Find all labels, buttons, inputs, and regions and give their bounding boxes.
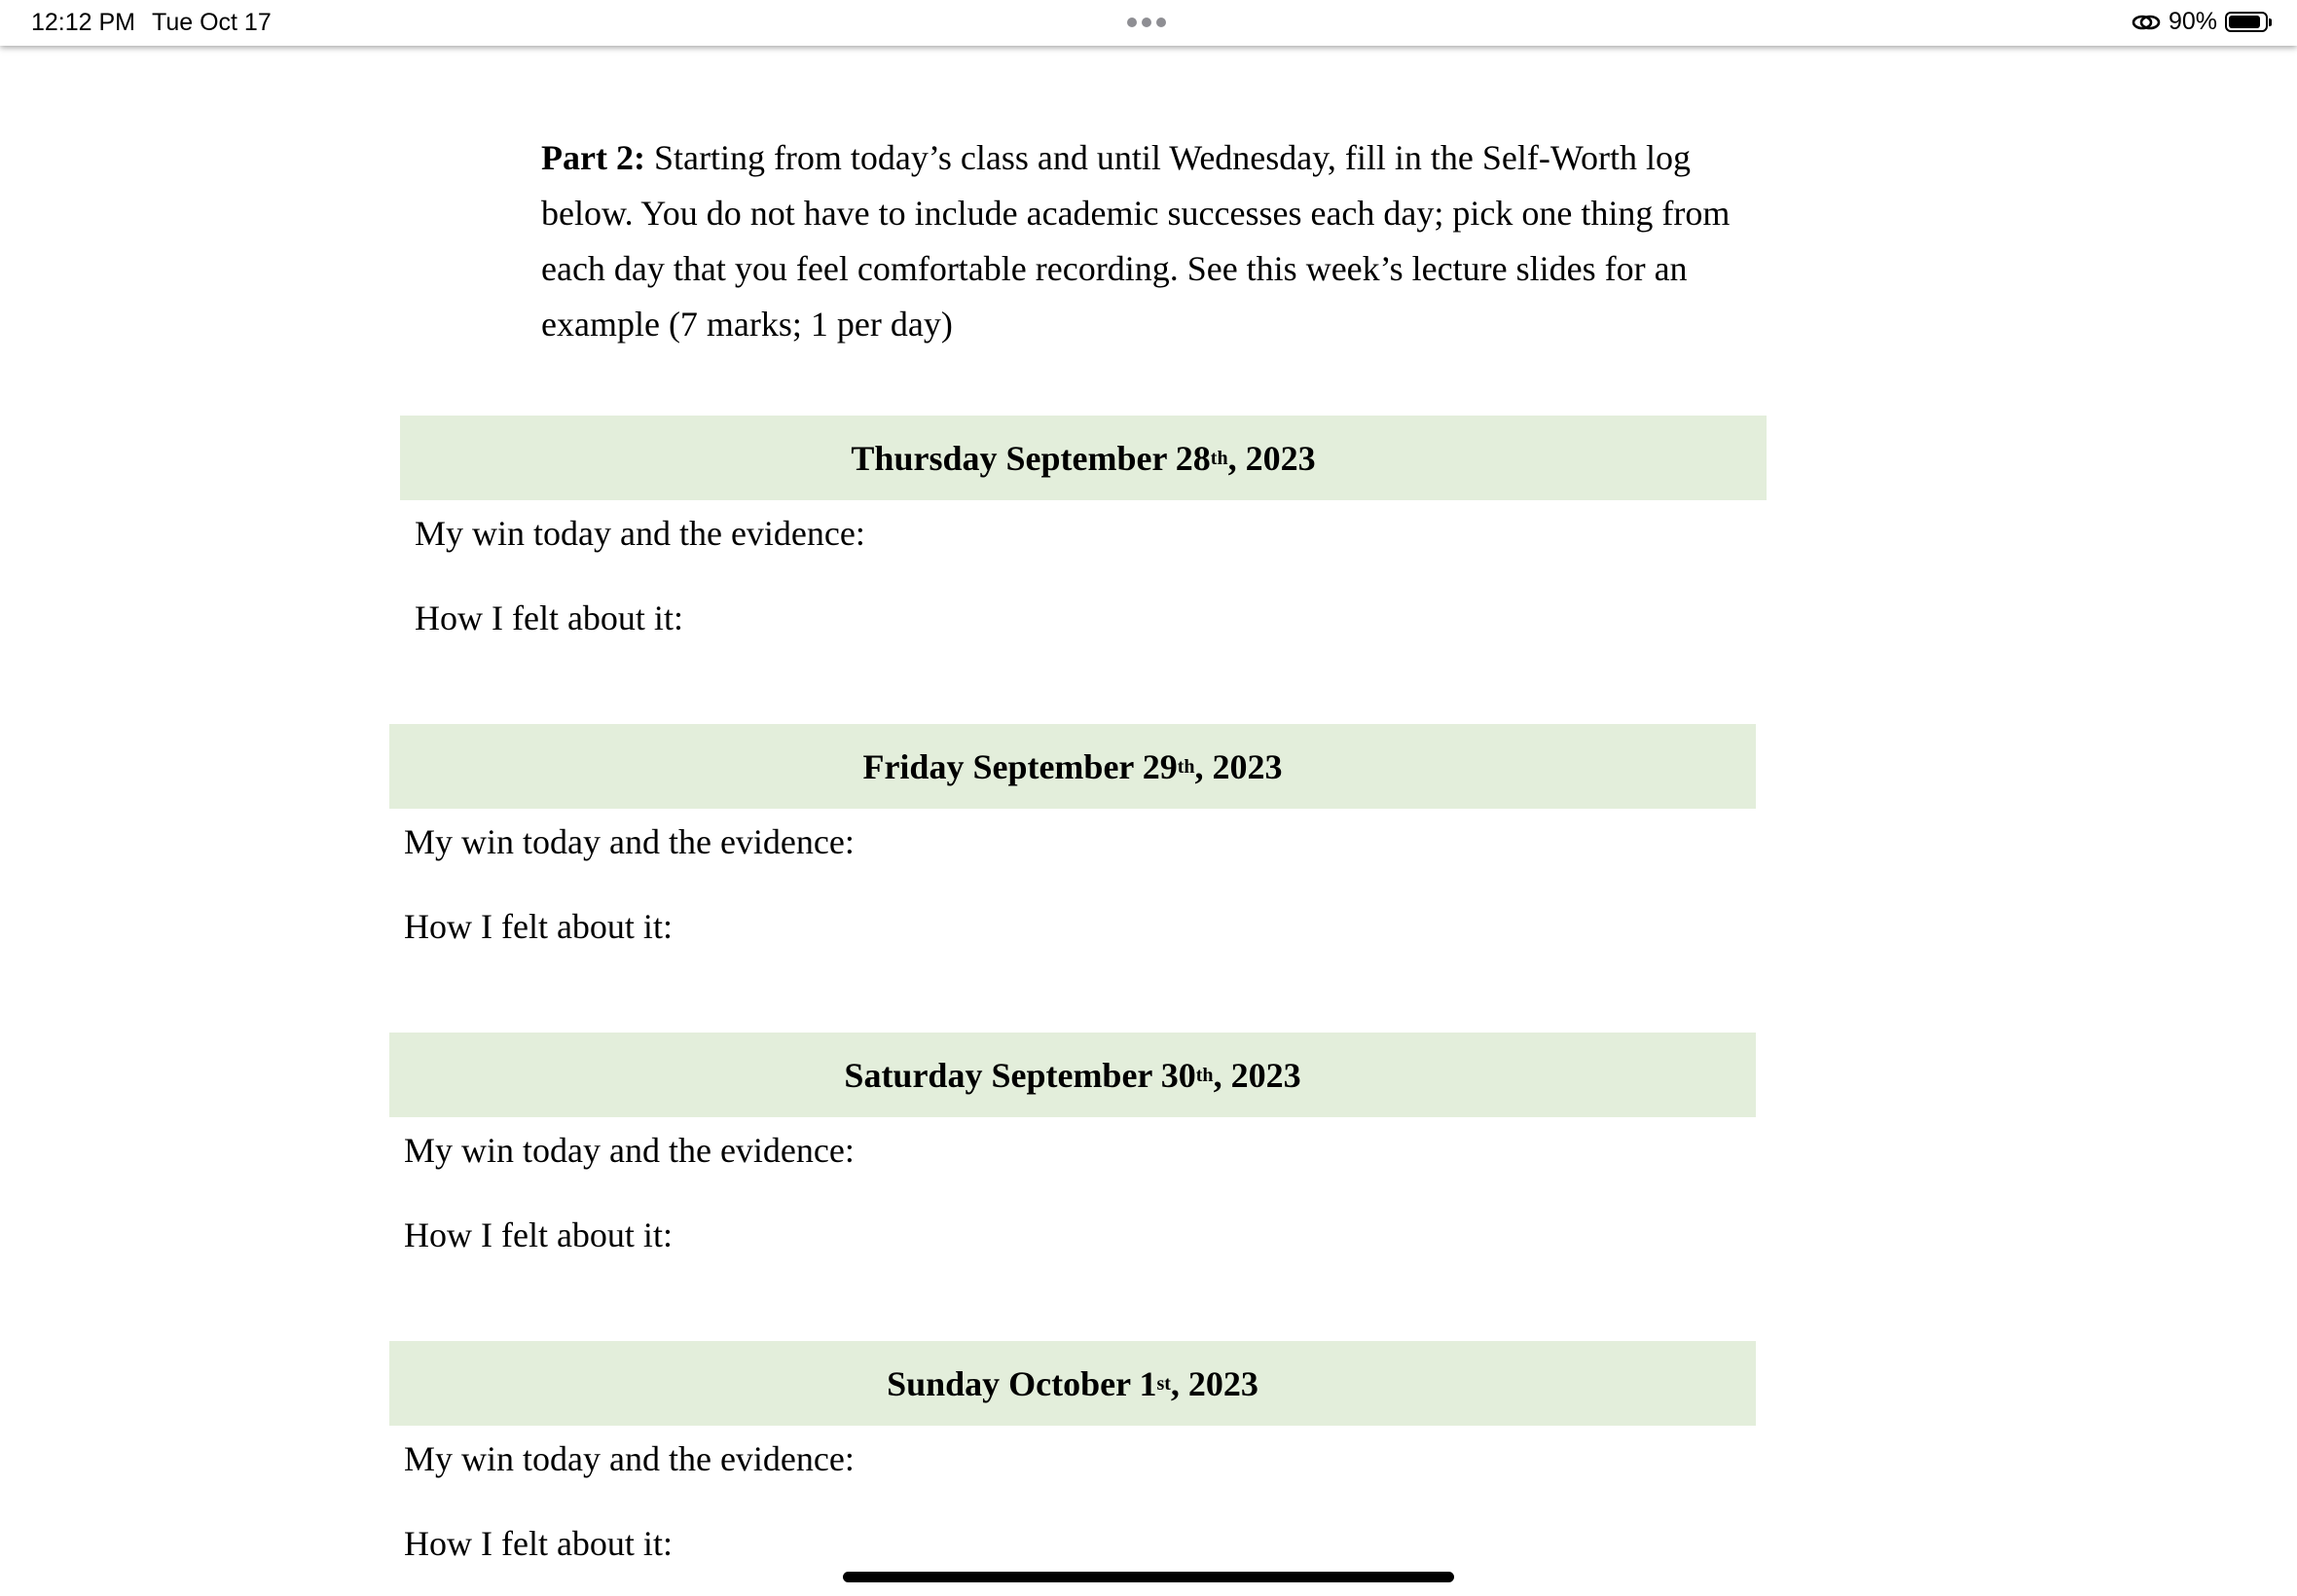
felt-label: How I felt about it: bbox=[404, 907, 673, 946]
battery-icon bbox=[2225, 12, 2268, 32]
day-section-sunday bbox=[389, 1341, 1756, 1563]
day-title: Friday September 29 bbox=[862, 746, 1178, 786]
day-year: , 2023 bbox=[1170, 1363, 1258, 1403]
day-header: Thursday September 28 th , 2023 bbox=[400, 416, 1767, 500]
day-header: Friday September 29 th , 2023 bbox=[389, 724, 1756, 809]
day-header: Saturday September 30 th , 2023 bbox=[389, 1033, 1756, 1117]
day-title: Sunday October 1 bbox=[887, 1363, 1157, 1403]
win-label: My win today and the evidence: bbox=[404, 822, 855, 861]
status-date: Tue Oct 17 bbox=[152, 9, 272, 36]
day-section-friday bbox=[389, 724, 1756, 946]
battery-fill bbox=[2229, 16, 2260, 28]
day-year: , 2023 bbox=[1194, 746, 1283, 786]
felt-label: How I felt about it: bbox=[415, 598, 683, 637]
day-section-thursday bbox=[400, 416, 1767, 637]
win-label: My win today and the evidence: bbox=[415, 514, 865, 553]
intro-text: Starting from today’s class and until Wednesday, fill in the Self-Worth log below. You do not have to include academic successes each day; pick one thing from each day that you feel comfortable recording. See this week’s lecture slides for an example (7 marks; 1 per day) bbox=[541, 138, 1731, 344]
status-bar bbox=[0, 0, 2297, 46]
day-year: , 2023 bbox=[1227, 438, 1316, 478]
win-label: My win today and the evidence: bbox=[404, 1439, 855, 1478]
intro-paragraph bbox=[541, 130, 1758, 352]
felt-label: How I felt about it: bbox=[404, 1215, 673, 1254]
intro-label: Part 2: bbox=[541, 138, 645, 177]
day-title: Saturday September 30 bbox=[844, 1055, 1196, 1095]
day-header: Sunday October 1 st , 2023 bbox=[389, 1341, 1756, 1426]
day-title: Thursday September 28 bbox=[851, 438, 1211, 478]
link-icon bbox=[2132, 12, 2161, 33]
felt-label: How I felt about it: bbox=[404, 1524, 673, 1563]
day-year: , 2023 bbox=[1213, 1055, 1301, 1095]
day-section-saturday bbox=[389, 1033, 1756, 1254]
status-time: 12:12 PM bbox=[31, 9, 136, 36]
multitasking-dots-icon[interactable] bbox=[1127, 18, 1166, 27]
battery-percent: 90% bbox=[2168, 8, 2217, 35]
win-label: My win today and the evidence: bbox=[404, 1131, 855, 1170]
home-indicator[interactable] bbox=[843, 1572, 1454, 1582]
status-right bbox=[2132, 8, 2268, 36]
